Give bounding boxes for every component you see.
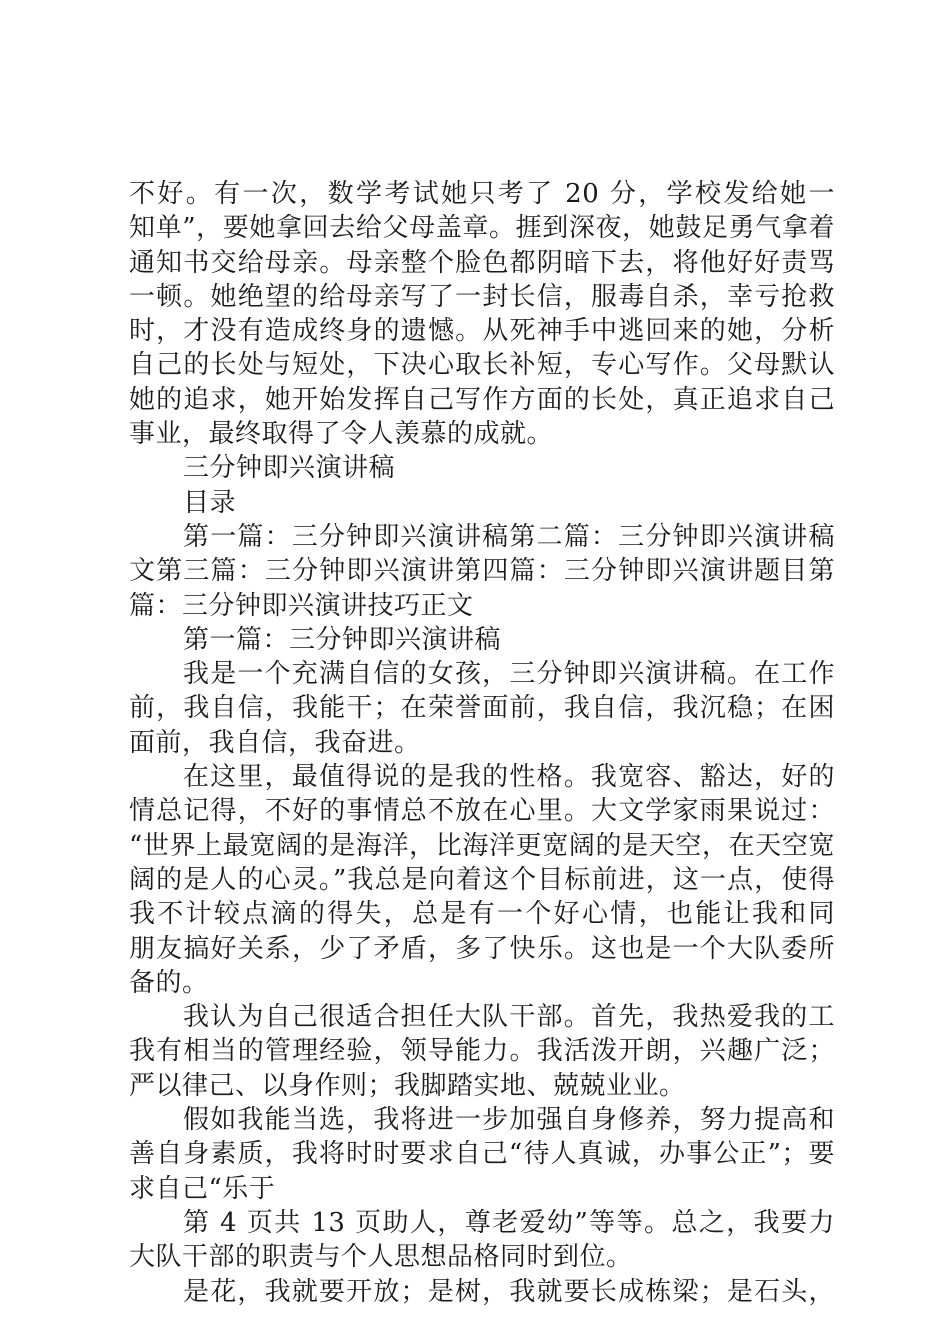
text-line: 知单”，要她拿回去给父母盖章。捱到深夜，她鼓足勇气拿着 (129, 213, 835, 244)
text-line: 朋友搞好关系，少了矛盾，多了快乐。这也是一个大队委所 (129, 933, 835, 964)
text-line: 通知书交给母亲。母亲整个脸色都阴暗下去，将他好好责骂 (129, 247, 835, 278)
text-line: 备的。 (129, 967, 209, 998)
text-line: 求自己“乐于 (129, 1173, 276, 1204)
text-line: 严以律己、以身作则；我脚踏实地、兢兢业业。 (129, 1070, 686, 1101)
text-line: 前，我自信，我能干；在荣誉面前，我自信，我沉稳；在困 (129, 693, 835, 724)
text-line: 第 4 页共 13 页助人，尊老爱幼”等等。总之，我要力 (183, 1207, 835, 1238)
text-line: 我有相当的管理经验，领导能力。我活泼开朗，兴趣广泛； (129, 1036, 835, 1067)
text-line: 时，才没有造成终身的遗憾。从死神手中逃回来的她，分析 (129, 316, 835, 347)
text-line: 目录 (183, 487, 237, 518)
text-line: 文第三篇：三分钟即兴演讲第四篇：三分钟即兴演讲题目第 (129, 556, 835, 587)
document-body (129, 177, 835, 1309)
text-line: 阔的是人的心灵。”我总是向着这个目标前进，这一点，使得 (129, 864, 835, 895)
text-line: 我不计较点滴的得失，总是有一个好心情，也能让我和同 (129, 899, 835, 930)
text-line: 第一篇：三分钟即兴演讲稿 (183, 624, 502, 655)
text-line: 自己的长处与短处，下决心取长补短，专心写作。父母默认 (129, 350, 835, 381)
text-line: 篇：三分钟即兴演讲技巧正文 (129, 590, 474, 621)
text-line: 一顿。她绝望的给母亲写了一封长信，服毒自杀，幸亏抢救 (129, 281, 835, 312)
text-line: 事业，最终取得了令人羡慕的成就。 (129, 419, 554, 450)
text-line: 善自身素质，我将时时要求自己“待人真诚，办事公正”；要 (129, 1139, 835, 1170)
text-line: 第一篇：三分钟即兴演讲稿第二篇：三分钟即兴演讲稿 (183, 521, 835, 552)
text-line: 面前，我自信，我奋进。 (129, 727, 421, 758)
text-line: “世界上最宽阔的是海洋，比海洋更宽阔的是天空，在天空宽 (129, 830, 835, 861)
text-line: 三分钟即兴演讲稿 (183, 453, 396, 484)
text-line: 她的追求，她开始发挥自己写作方面的长处，真正追求自己 (129, 384, 835, 415)
text-line: 假如我能当选，我将进一步加强自身修养，努力提高和 (183, 1105, 835, 1136)
text-line: 情总记得，不好的事情总不放在心里。大文学家雨果说过： (129, 796, 835, 827)
text-line: 在这里，最值得说的是我的性格。我宽容、豁达，好的 (183, 762, 835, 793)
text-line: 我是一个充满自信的女孩，三分钟即兴演讲稿。在工作 (183, 659, 835, 690)
text-line: 大队干部的职责与个人思想品格同时到位。 (129, 1242, 633, 1273)
text-line: 不好。有一次，数学考试她只考了 20 分，学校发给她一 (129, 179, 835, 209)
text-line: 我认为自己很适合担任大队干部。首先，我热爱我的工 (183, 1002, 835, 1033)
text-line: 是花，我就要开放；是树，我就要长成栋梁；是石头， (183, 1276, 835, 1307)
